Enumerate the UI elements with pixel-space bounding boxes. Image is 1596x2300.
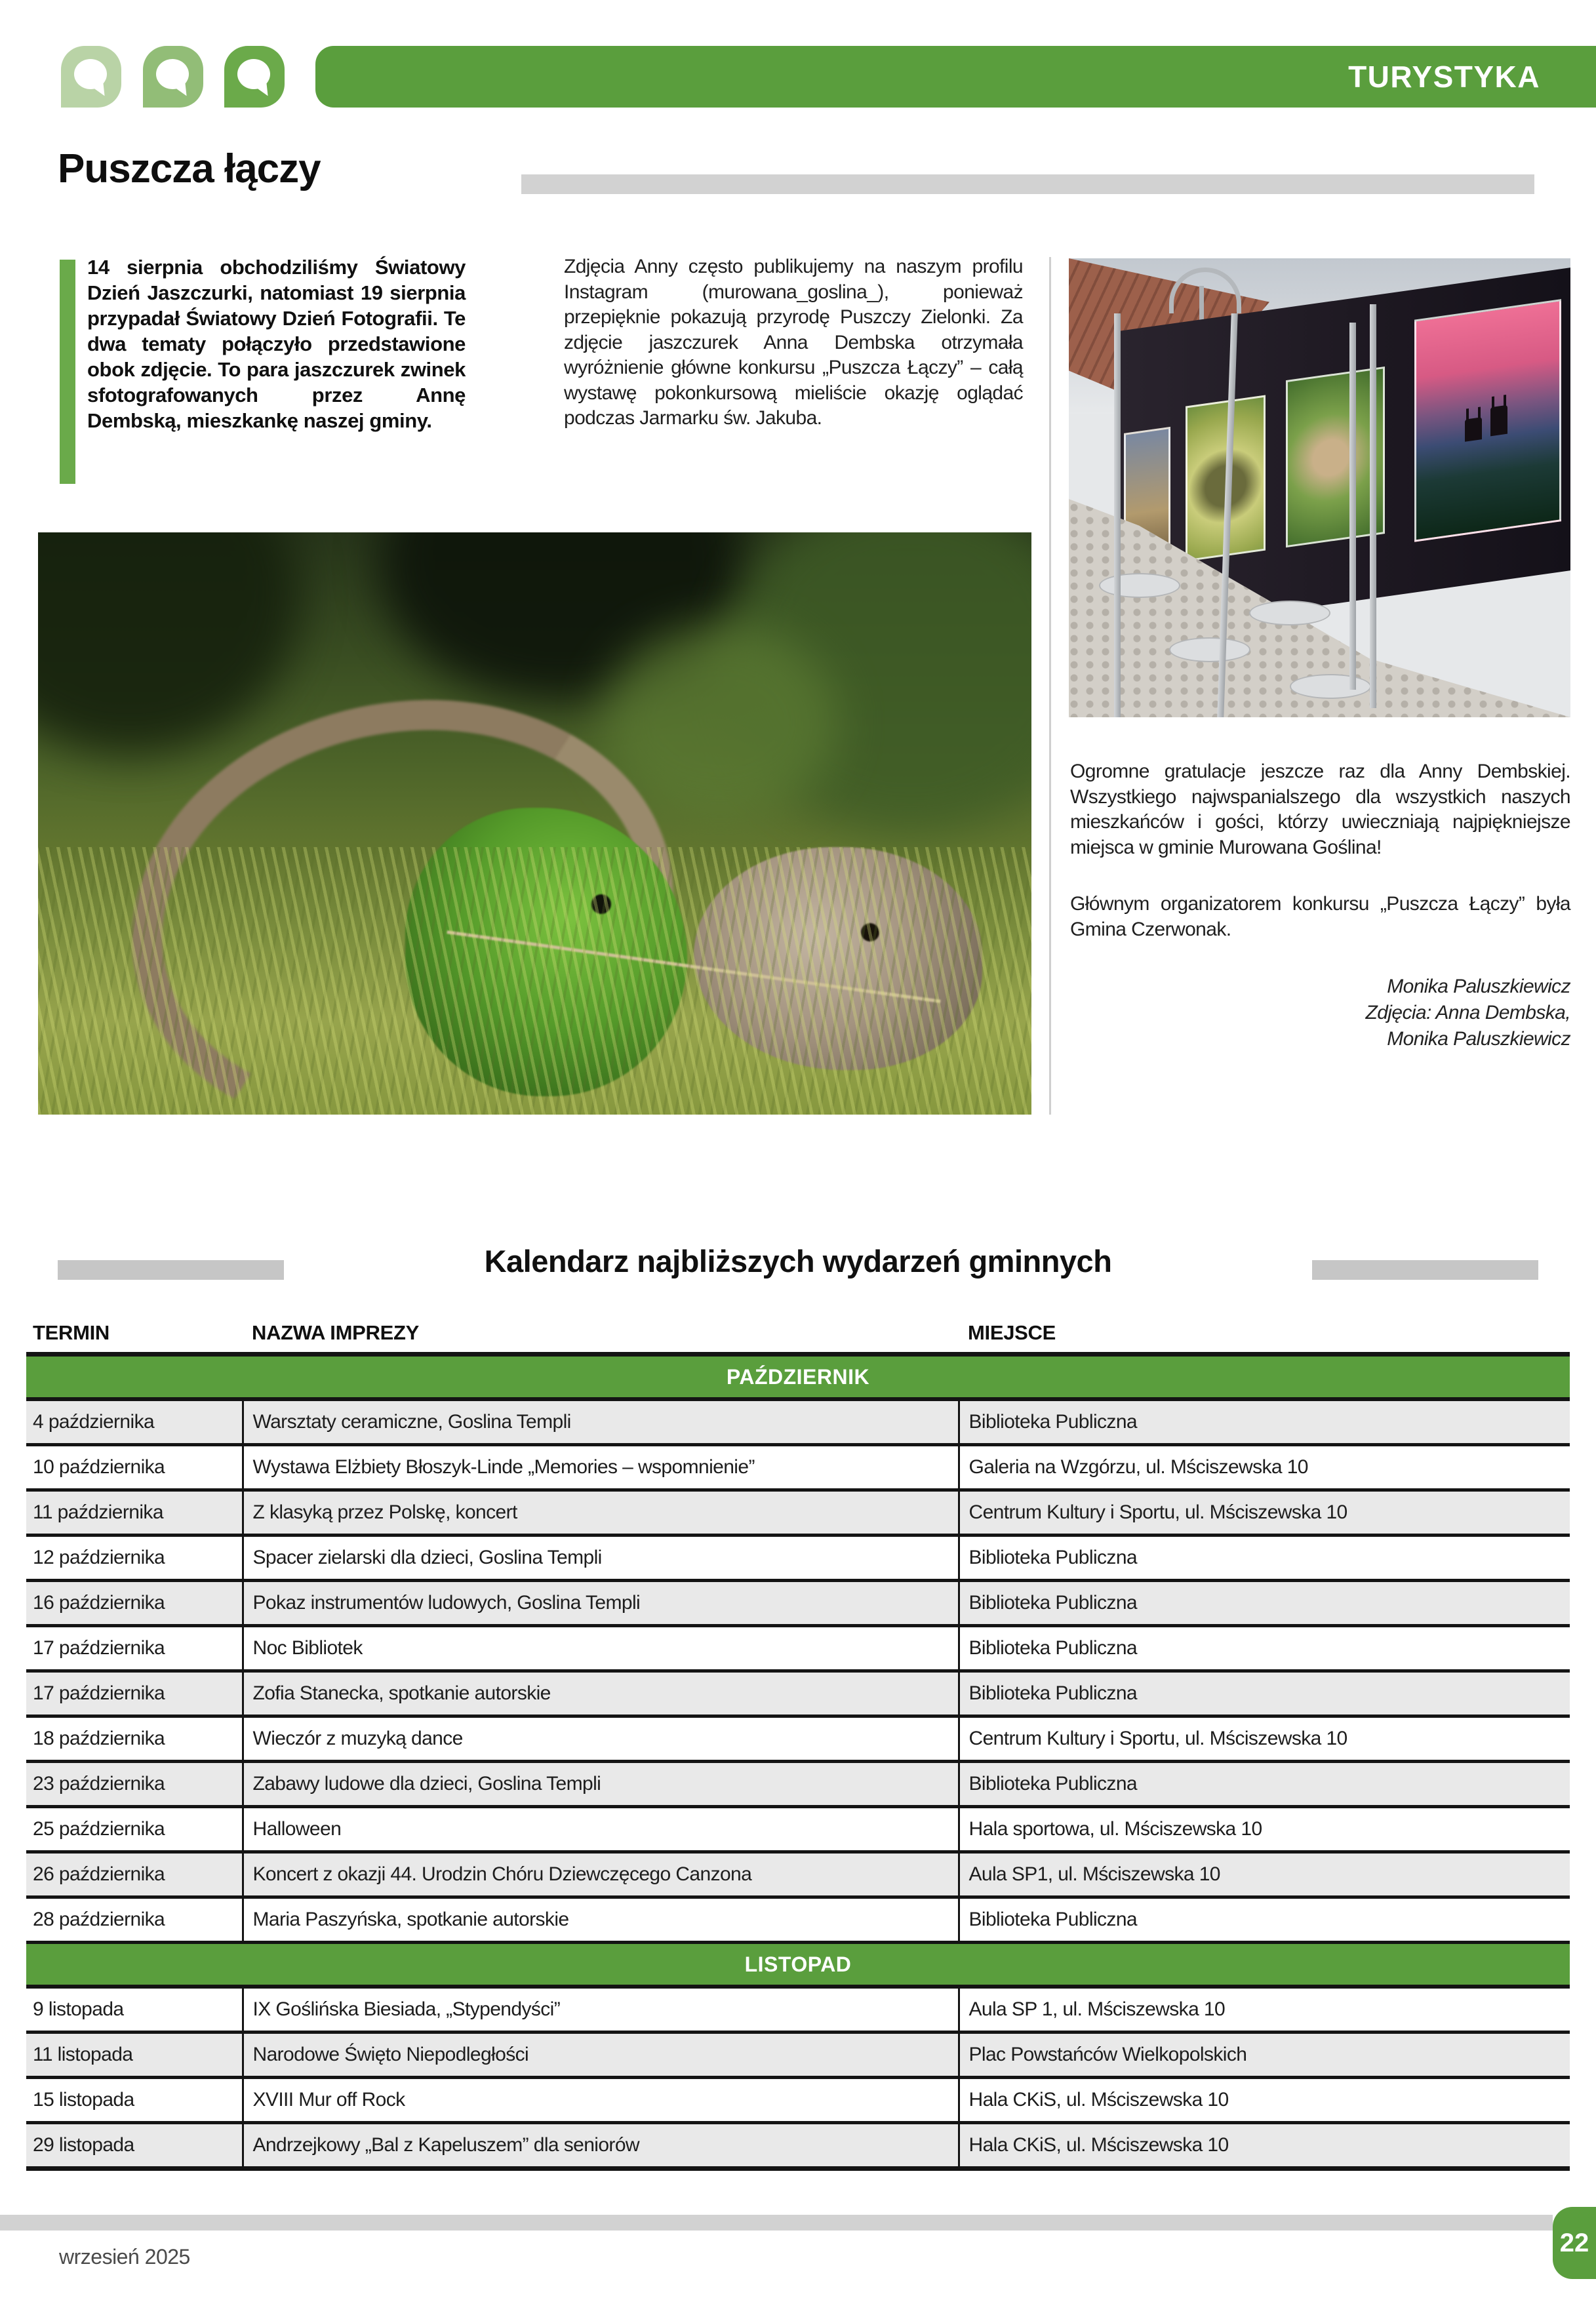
event-name: Halloween — [243, 1807, 959, 1852]
column-header-nazwa: NAZWA IMPREZY — [252, 1321, 419, 1344]
paragraph: Ogromne gratulacje jeszcze raz dla Anny Dembskiej. Wszystkiego najwspanialszego dla wszystkich naszych mieszkańców i gości, którzy uwieczniają najpiękniejsze miejsca w gminie Murowana Goślina! — [1070, 761, 1570, 858]
event-place: Biblioteka Publiczna — [968, 1637, 1137, 1659]
event-name: XVIII Mur off Rock — [243, 2078, 959, 2123]
event-place: Plac Powstańców Wielkopolskich — [959, 2032, 1570, 2078]
table-row — [26, 2123, 1570, 2169]
article-column-right — [1070, 759, 1570, 1052]
event-name: Warsztaty ceramiczne, Goslina Templi — [243, 1399, 959, 1445]
table-row — [26, 1762, 1570, 1807]
article-intro: 14 sierpnia obchodziliśmy Światowy Dzień Jaszczurki, natomiast 19 sierpnia przypadał Światowy Dzień Fotografii. Te dwa tematy połączyło przedstawione obok zdjęcie. To para jaszczurek zwinek sfotografowanych przez Annę Dembską, mieszkankę naszej gminy. — [87, 256, 466, 432]
event-date: 28 października — [26, 1897, 243, 1943]
exhibition-photo — [1069, 258, 1570, 717]
stand-base — [1290, 674, 1371, 699]
table-row — [26, 1807, 1570, 1852]
section-label: TURYSTYKA — [1348, 60, 1540, 94]
event-date: 16 października — [26, 1581, 243, 1626]
deer-silhouette — [1490, 405, 1507, 436]
event-name: Z klasyką przez Polskę, koncert — [243, 1490, 959, 1536]
table-row — [26, 1671, 1570, 1716]
event-name: Narodowe Święto Niepodległości — [243, 2032, 959, 2078]
event-date: 4 października — [26, 1399, 243, 1445]
event-place: Hala CKiS, ul. Mściszewska 10 — [968, 2089, 1229, 2111]
event-date: 10 października — [26, 1445, 243, 1490]
event-name: Pokaz instrumentów ludowych, Goslina Templi — [243, 1581, 959, 1626]
event-name: Noc Bibliotek — [243, 1626, 959, 1671]
lizards-photo — [38, 532, 1031, 1115]
page-number-badge — [1553, 2207, 1596, 2279]
table-row — [26, 1716, 1570, 1762]
month-banner-row — [26, 1943, 1570, 1987]
event-date: 11 października — [26, 1490, 243, 1536]
heading-decoration-bar — [58, 1260, 284, 1280]
event-place: Biblioteka Publiczna — [959, 1399, 1570, 1445]
event-place: Galeria na Wzgórzu, ul. Mściszewska 10 — [968, 1456, 1308, 1478]
page-title: Puszcza łączy — [58, 146, 321, 191]
table-row — [26, 1897, 1570, 1943]
event-place: Hala CKiS, ul. Mściszewska 10 — [959, 2123, 1570, 2169]
stand-base — [1099, 573, 1180, 598]
table-row — [26, 1987, 1570, 2032]
column-header-miejsce: MIEJSCE — [968, 1321, 1056, 1344]
table-row — [26, 1626, 1570, 1671]
byline — [1070, 974, 1570, 1052]
speech-bubble-icon — [61, 46, 121, 108]
event-date: 15 listopada — [26, 2078, 243, 2123]
event-name: Wieczór z muzyką dance — [243, 1716, 959, 1762]
event-date: 17 października — [26, 1671, 243, 1716]
table-row — [26, 1536, 1570, 1581]
stand-base — [1169, 637, 1250, 662]
table-row — [26, 1490, 1570, 1536]
footer-bar — [0, 2215, 1553, 2231]
deer-silhouette — [1465, 417, 1482, 442]
exhibit-photo-sunset — [1414, 299, 1561, 542]
table-row — [26, 2032, 1570, 2078]
column-header-termin: TERMIN — [33, 1321, 110, 1344]
stand-base — [1249, 601, 1330, 625]
paragraph: Głównym organizatorem konkursu „Puszcza Łączy” była Gmina Czerwonak. — [1070, 893, 1570, 940]
stand-pole — [1114, 313, 1121, 717]
event-place: Centrum Kultury i Sportu, ul. Mściszewska 10 — [959, 1490, 1570, 1536]
section-banner — [315, 46, 1596, 108]
table-row — [26, 1581, 1570, 1626]
event-date: 17 października — [26, 1626, 243, 1671]
article-column-middle: Zdjęcia Anny często publikujemy na naszym profilu Instagram (murowana_goslina_), ponieważ przepięknie pokazują przyrodę Puszczy Zielonki. Za zdjęcie jaszczurek Anna Dembska otrzymała wyróżnienie główne konkursu „Puszcza Łączy” – całą wystawę pokonkursową mieliście okazję oglądać podczas Jarmarku św. Jakuba. — [564, 256, 1023, 429]
byline-line: Monika Paluszkiewicz — [1387, 1028, 1570, 1050]
event-date: 23 października — [26, 1762, 243, 1807]
event-date: 25 października — [26, 1807, 243, 1852]
speech-bubble-icon — [143, 46, 203, 108]
event-date: 18 października — [26, 1716, 243, 1762]
event-name: Koncert z okazji 44. Urodzin Chóru Dziewczęcego Canzona — [243, 1852, 959, 1897]
event-place: Centrum Kultury i Sportu, ul. Mściszewska 10 — [968, 1728, 1347, 1749]
title-decoration-bar — [521, 174, 1534, 194]
issue-label: wrzesień 2025 — [59, 2245, 190, 2269]
event-place: Hala sportowa, ul. Mściszewska 10 — [968, 1818, 1262, 1840]
intro-accent-bar — [60, 260, 75, 484]
event-date: 12 października — [26, 1536, 243, 1581]
event-place: Biblioteka Publiczna — [959, 1581, 1570, 1626]
month-banner-row — [26, 1355, 1570, 1400]
table-header-row — [26, 1314, 1570, 1355]
table-row — [26, 2078, 1570, 2123]
table-row — [26, 1852, 1570, 1897]
event-place: Aula SP1, ul. Mściszewska 10 — [959, 1852, 1570, 1897]
moss-texture — [38, 847, 1031, 1115]
heading-decoration-bar — [1312, 1260, 1538, 1280]
byline-line: Zdjęcia: Anna Dembska, — [1365, 1002, 1570, 1023]
event-name: Maria Paszyńska, spotkanie autorskie — [243, 1897, 959, 1943]
event-name: Zabawy ludowe dla dzieci, Goslina Templi — [243, 1762, 959, 1807]
event-place: Aula SP 1, ul. Mściszewska 10 — [968, 1998, 1226, 2020]
month-label: PAŹDZIERNIK — [26, 1355, 1570, 1400]
event-date: 26 października — [26, 1852, 243, 1897]
stand-pole — [1370, 304, 1376, 708]
event-date: 9 listopada — [26, 1987, 243, 2032]
event-name: Zofia Stanecka, spotkanie autorskie — [243, 1671, 959, 1716]
table-row — [26, 1399, 1570, 1445]
page-number: 22 — [1559, 2228, 1589, 2257]
event-date: 29 listopada — [26, 2123, 243, 2169]
calendar-heading: Kalendarz najbliższych wydarzeń gminnych — [484, 1244, 1112, 1279]
speech-bubble-icon — [224, 46, 285, 108]
event-name: IX Goślińska Biesiada, „Stypendyści” — [243, 1987, 959, 2032]
event-name: Wystawa Elżbiety Błoszyk-Linde „Memories – wspomnienie” — [243, 1445, 959, 1490]
table-row — [26, 1445, 1570, 1490]
month-label: LISTOPAD — [26, 1943, 1570, 1987]
column-divider — [1049, 257, 1051, 1115]
stand-pole — [1349, 323, 1356, 690]
event-name: Andrzejkowy „Bal z Kapeluszem” dla seniorów — [243, 2123, 959, 2169]
byline-line: Monika Paluszkiewicz — [1387, 976, 1570, 997]
event-place: Biblioteka Publiczna — [959, 1762, 1570, 1807]
event-place: Biblioteka Publiczna — [968, 1909, 1137, 1930]
event-place: Biblioteka Publiczna — [968, 1547, 1137, 1568]
event-name: Spacer zielarski dla dzieci, Goslina Templi — [243, 1536, 959, 1581]
bokeh-blob — [38, 532, 300, 755]
event-date: 11 listopada — [26, 2032, 243, 2078]
events-table — [26, 1314, 1570, 2171]
event-place: Biblioteka Publiczna — [959, 1671, 1570, 1716]
